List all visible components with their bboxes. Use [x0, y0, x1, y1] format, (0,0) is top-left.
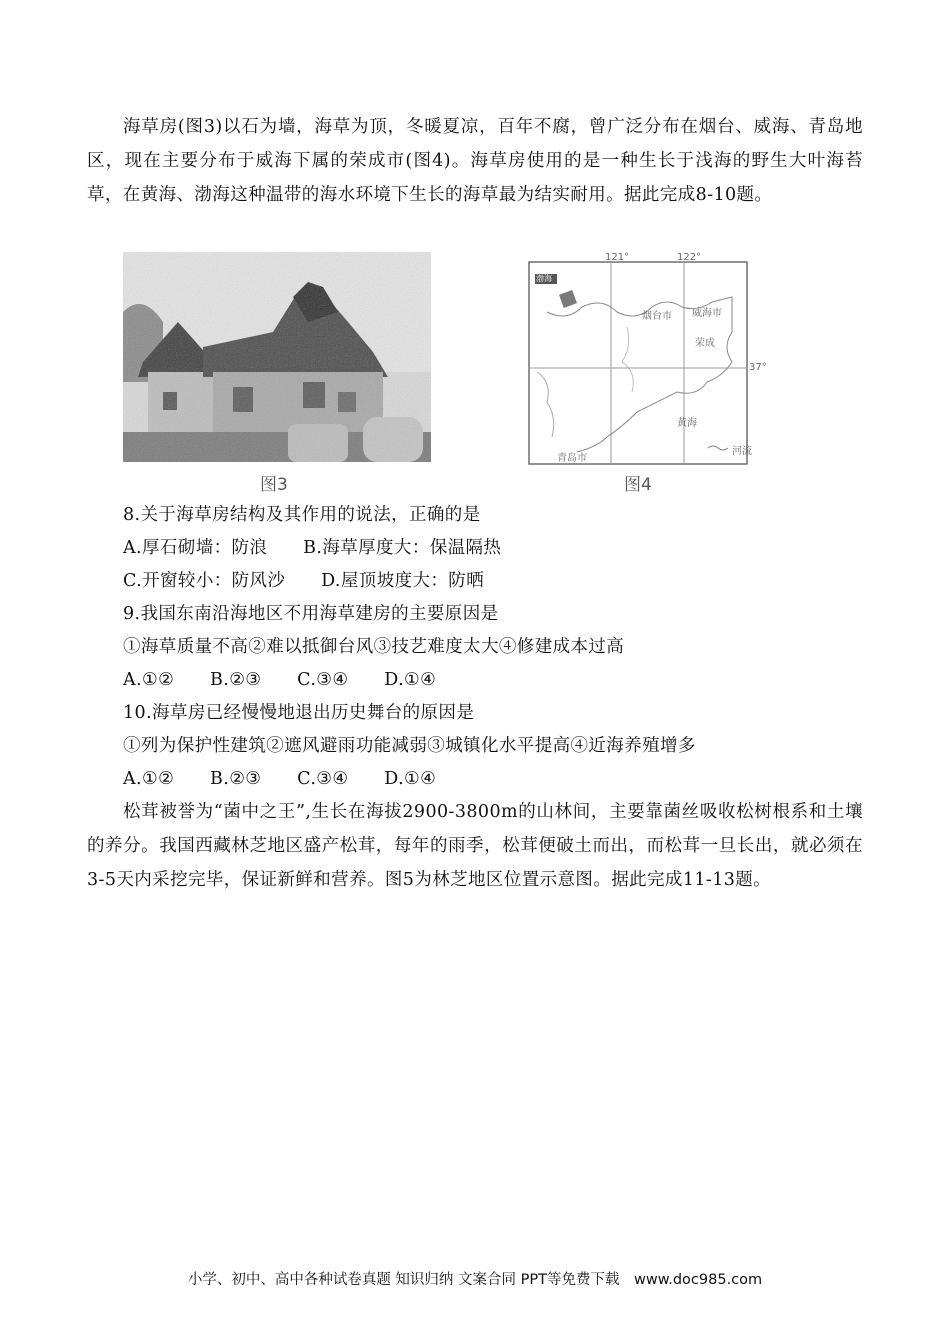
map-label-bohai: 渤海 [536, 274, 552, 283]
map-label-weihai: 威海市 [692, 308, 722, 319]
intro-paragraph-matsutake: 松茸被誉为“菌中之王”,生长在海拔2900-3800m的山林间，主要靠菌丝吸收松树根系和土壤的养分。我国西藏林芝地区盛产松茸，每年的雨季，松茸便破土而出，而松茸一旦长出，就必须在3-5天内采挖完毕，保证新鲜和营养。图5为林芝地区位置示意图。据此完成11-13题。 [87, 802, 863, 890]
map-legend-river: 河流 [732, 446, 752, 457]
question-10-stem: 10.海草房已经慢慢地退出历史舞台的原因是 [123, 703, 475, 723]
map-label-rongcheng: 荣成 [695, 338, 715, 349]
rongcheng-location-map [527, 252, 777, 467]
question-8-options-cd: C.开窗较小：防风沙 D.屋顶坡度大：防晒 [123, 571, 485, 591]
map-label-yantai: 烟台市 [642, 311, 672, 322]
question-9-items: ①海草质量不高②难以抵御台风③技艺难度太大④修建成本过高 [123, 637, 625, 657]
map-lon-121: 121° [605, 252, 630, 263]
figure-3-photo [123, 252, 431, 462]
seaweed-house-photo [123, 252, 431, 462]
question-10-items: ①列为保护性建筑②遮风避雨功能减弱③城镇化水平提高④近海养殖增多 [123, 736, 696, 756]
figure-4-caption: 图4 [624, 475, 652, 495]
map-lon-122: 122° [677, 252, 702, 263]
figure-4-map [527, 252, 777, 467]
map-label-qingdao: 青岛市 [557, 453, 587, 464]
question-10-options: A.①② B.②③ C.③④ D.①④ [123, 769, 437, 789]
question-9-options: A.①② B.②③ C.③④ D.①④ [123, 670, 437, 690]
page-footer: 小学、初中、高中各种试卷真题 知识归纳 文案合同 PPT等免费下载 www.doc985.com [187, 1272, 763, 1288]
question-8-stem: 8.关于海草房结构及其作用的说法，正确的是 [123, 505, 481, 525]
figure-3-caption: 图3 [260, 475, 288, 495]
intro-paragraph-seaweed-house: 海草房(图3)以石为墙，海草为顶，冬暖夏凉，百年不腐，曾广泛分布在烟台、威海、青岛地区，现在主要分布于威海下属的荣成市(图4)。海草房使用的是一种生长于浅海的野生大叶海苔草，在黄海、渤海这种温带的海水环境下生长的海草最为结实耐用。据此完成8-10题。 [87, 117, 863, 205]
question-9-stem: 9.我国东南沿海地区不用海草建房的主要原因是 [123, 604, 499, 624]
map-lat-37: 37° [749, 362, 767, 373]
map-label-huanghai: 黄海 [677, 418, 697, 429]
question-8-options-ab: A.厚石砌墙：防浪 B.海草厚度大：保温隔热 [123, 538, 502, 558]
